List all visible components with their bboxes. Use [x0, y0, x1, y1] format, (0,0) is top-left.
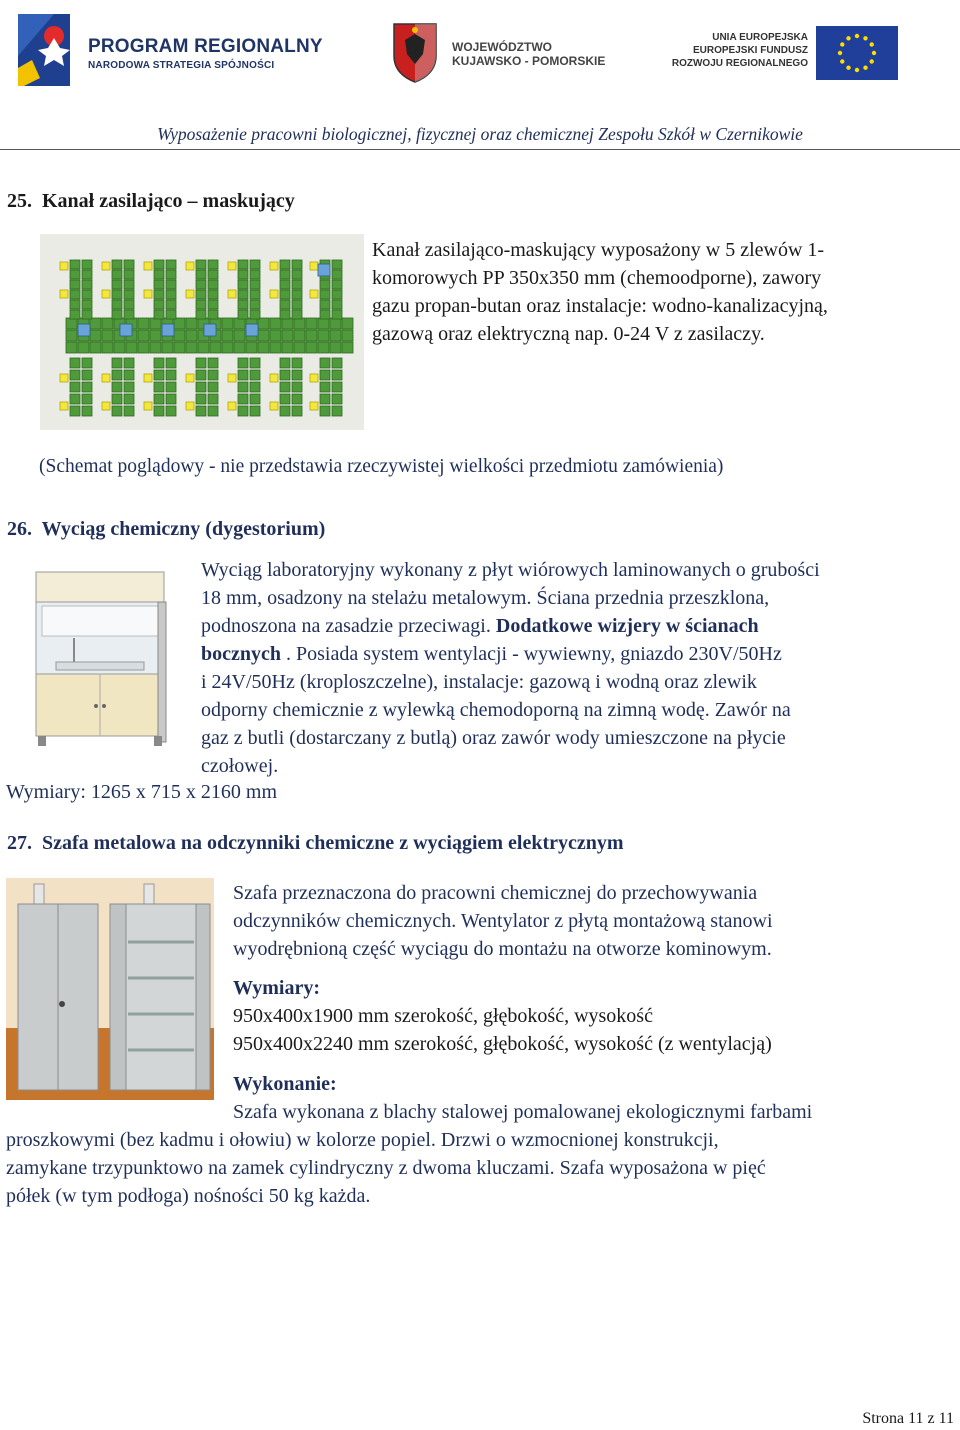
document-header-title: Wyposażenie pracowni biologicznej, fizycznej oraz chemicznej Zespołu Szkół w Czernikowie	[157, 124, 803, 144]
section-25-schematic-image	[40, 234, 364, 430]
program-regionalny-subtitle: NARODOWA STRATEGIA SPÓJNOŚCI	[88, 60, 275, 71]
section-27-heading: 27. Szafa metalowa na odczynniki chemiczne z wyciągiem elektrycznym	[7, 832, 624, 854]
section-25-line-3: gazu propan-butan oraz instalacje: wodno-kanalizacyjną,	[372, 295, 828, 317]
wojewodztwo-line-1: WOJEWÓDZTWO	[452, 40, 552, 54]
section-25-description	[372, 236, 828, 348]
section-26-line-2: 18 mm, osadzony na stelażu metalowym. Ściana przednia przeszklona,	[201, 587, 770, 609]
section-27-desc-line-3: wyodrębnioną część wyciągu do montażu na otworze kominowym.	[233, 938, 772, 960]
logo-program-regionalny	[14, 8, 344, 92]
section-25-note: (Schemat poglądowy - nie przedstawia rzeczywistej wielkości przedmiotu zamówienia)	[39, 456, 724, 477]
section-27-execution-line-2: proszkowymi (bez kadmu i ołowiu) w kolorze popiel. Drzwi o wzmocnionej konstrukcji,	[6, 1129, 719, 1151]
section-26-emphasis-2: bocznych	[201, 643, 281, 665]
section-27-cabinet-image	[6, 878, 214, 1100]
section-27-execution-line-4: półek (w tym podłoga) nośności 50 kg każda.	[6, 1185, 371, 1207]
section-27-execution-line-3: zamykane trzypunktowo na zamek cylindryczny z dwoma kluczami. Szafa wyposażona w pięć	[6, 1157, 766, 1179]
section-27-desc-line-2: odczynników chemicznych. Wentylator z płytą montażową stanowi	[233, 910, 773, 932]
logo-unia-europejska	[670, 22, 900, 82]
section-26-line-8: czołowej.	[201, 755, 279, 777]
section-27-dimensions-label: Wymiary:	[233, 977, 321, 999]
logo-wojewodztwo	[390, 20, 630, 86]
ue-line-1: UNIA EUROPEJSKA	[712, 32, 808, 43]
section-26-heading: 26. Wyciąg chemiczny (dygestorium)	[7, 518, 326, 540]
section-27-dimensions	[233, 1002, 772, 1058]
section-27-dims-line-1: 950x400x1900 mm szerokość, głębokość, wysokość	[233, 1005, 653, 1027]
eu-flag-icon	[816, 26, 898, 80]
coat-of-arms-icon	[390, 20, 440, 84]
section-26-line-3-text: podnoszona na zasadzie przeciwagi.	[201, 615, 496, 637]
section-26-dimensions: Wymiary: 1265 x 715 x 2160 mm	[6, 781, 277, 803]
section-25-heading: 25. Kanał zasilająco – maskujący	[7, 190, 295, 212]
section-26-description	[201, 556, 820, 780]
section-27-description	[233, 879, 773, 963]
section-27-dims-line-2: 950x400x2240 mm szerokość, głębokość, wysokość (z wentylacją)	[233, 1033, 772, 1055]
section-26-fume-hood-image	[26, 566, 174, 748]
section-26-line-3	[201, 612, 820, 640]
section-25-line-4: gazową oraz elektryczną nap. 0-24 V z zasilaczy.	[372, 323, 765, 345]
section-25-line-1: Kanał zasilająco-maskujący wyposażony w 5 zlewów 1-	[372, 239, 825, 261]
section-26-line-6: odporny chemicznie z wylewką chemodoporną na zimną wodę. Zawór na	[201, 699, 791, 721]
section-26-line-5: i 24V/50Hz (kroploszczelne), instalacje: gazową i wodną oraz zlewik	[201, 671, 757, 693]
section-26-emphasis-1: Dodatkowe wizjery w ścianach	[495, 615, 759, 637]
section-26-line-7: gaz z butli (dostarczany z butlą) oraz zawór wody umieszczone na płycie	[201, 727, 786, 749]
program-regionalny-title: PROGRAM REGIONALNY	[88, 36, 323, 57]
section-26-line-1: Wyciąg laboratoryjny wykonany z płyt wiórowych laminowanych o grubości	[201, 559, 820, 581]
section-26-line-4	[201, 640, 820, 668]
wojewodztwo-line-2: KUJAWSKO - POMORSKIE	[452, 54, 606, 68]
header-divider	[0, 149, 960, 150]
section-27-execution-rest	[6, 1126, 766, 1210]
section-27-execution-label: Wykonanie:	[233, 1073, 337, 1095]
ue-line-2: EUROPEJSKI FUNDUSZ	[692, 45, 808, 56]
ue-line-3: ROZWOJU REGIONALNEGO	[671, 58, 808, 69]
section-26-line-4-text: . Posiada system wentylacji - wywiewny, gniazdo 230V/50Hz	[281, 643, 782, 665]
program-regionalny-emblem-icon	[14, 8, 76, 92]
section-27-execution-line-1: Szafa wykonana z blachy stalowej pomalowanej ekologicznymi farbami	[233, 1101, 813, 1123]
page-number: Strona 11 z 11	[862, 1410, 954, 1427]
section-25-line-2: komorowych PP 350x350 mm (chemoodporne), zawory	[372, 267, 822, 289]
section-27-desc-line-1: Szafa przeznaczona do pracowni chemicznej do przechowywania	[233, 882, 758, 904]
